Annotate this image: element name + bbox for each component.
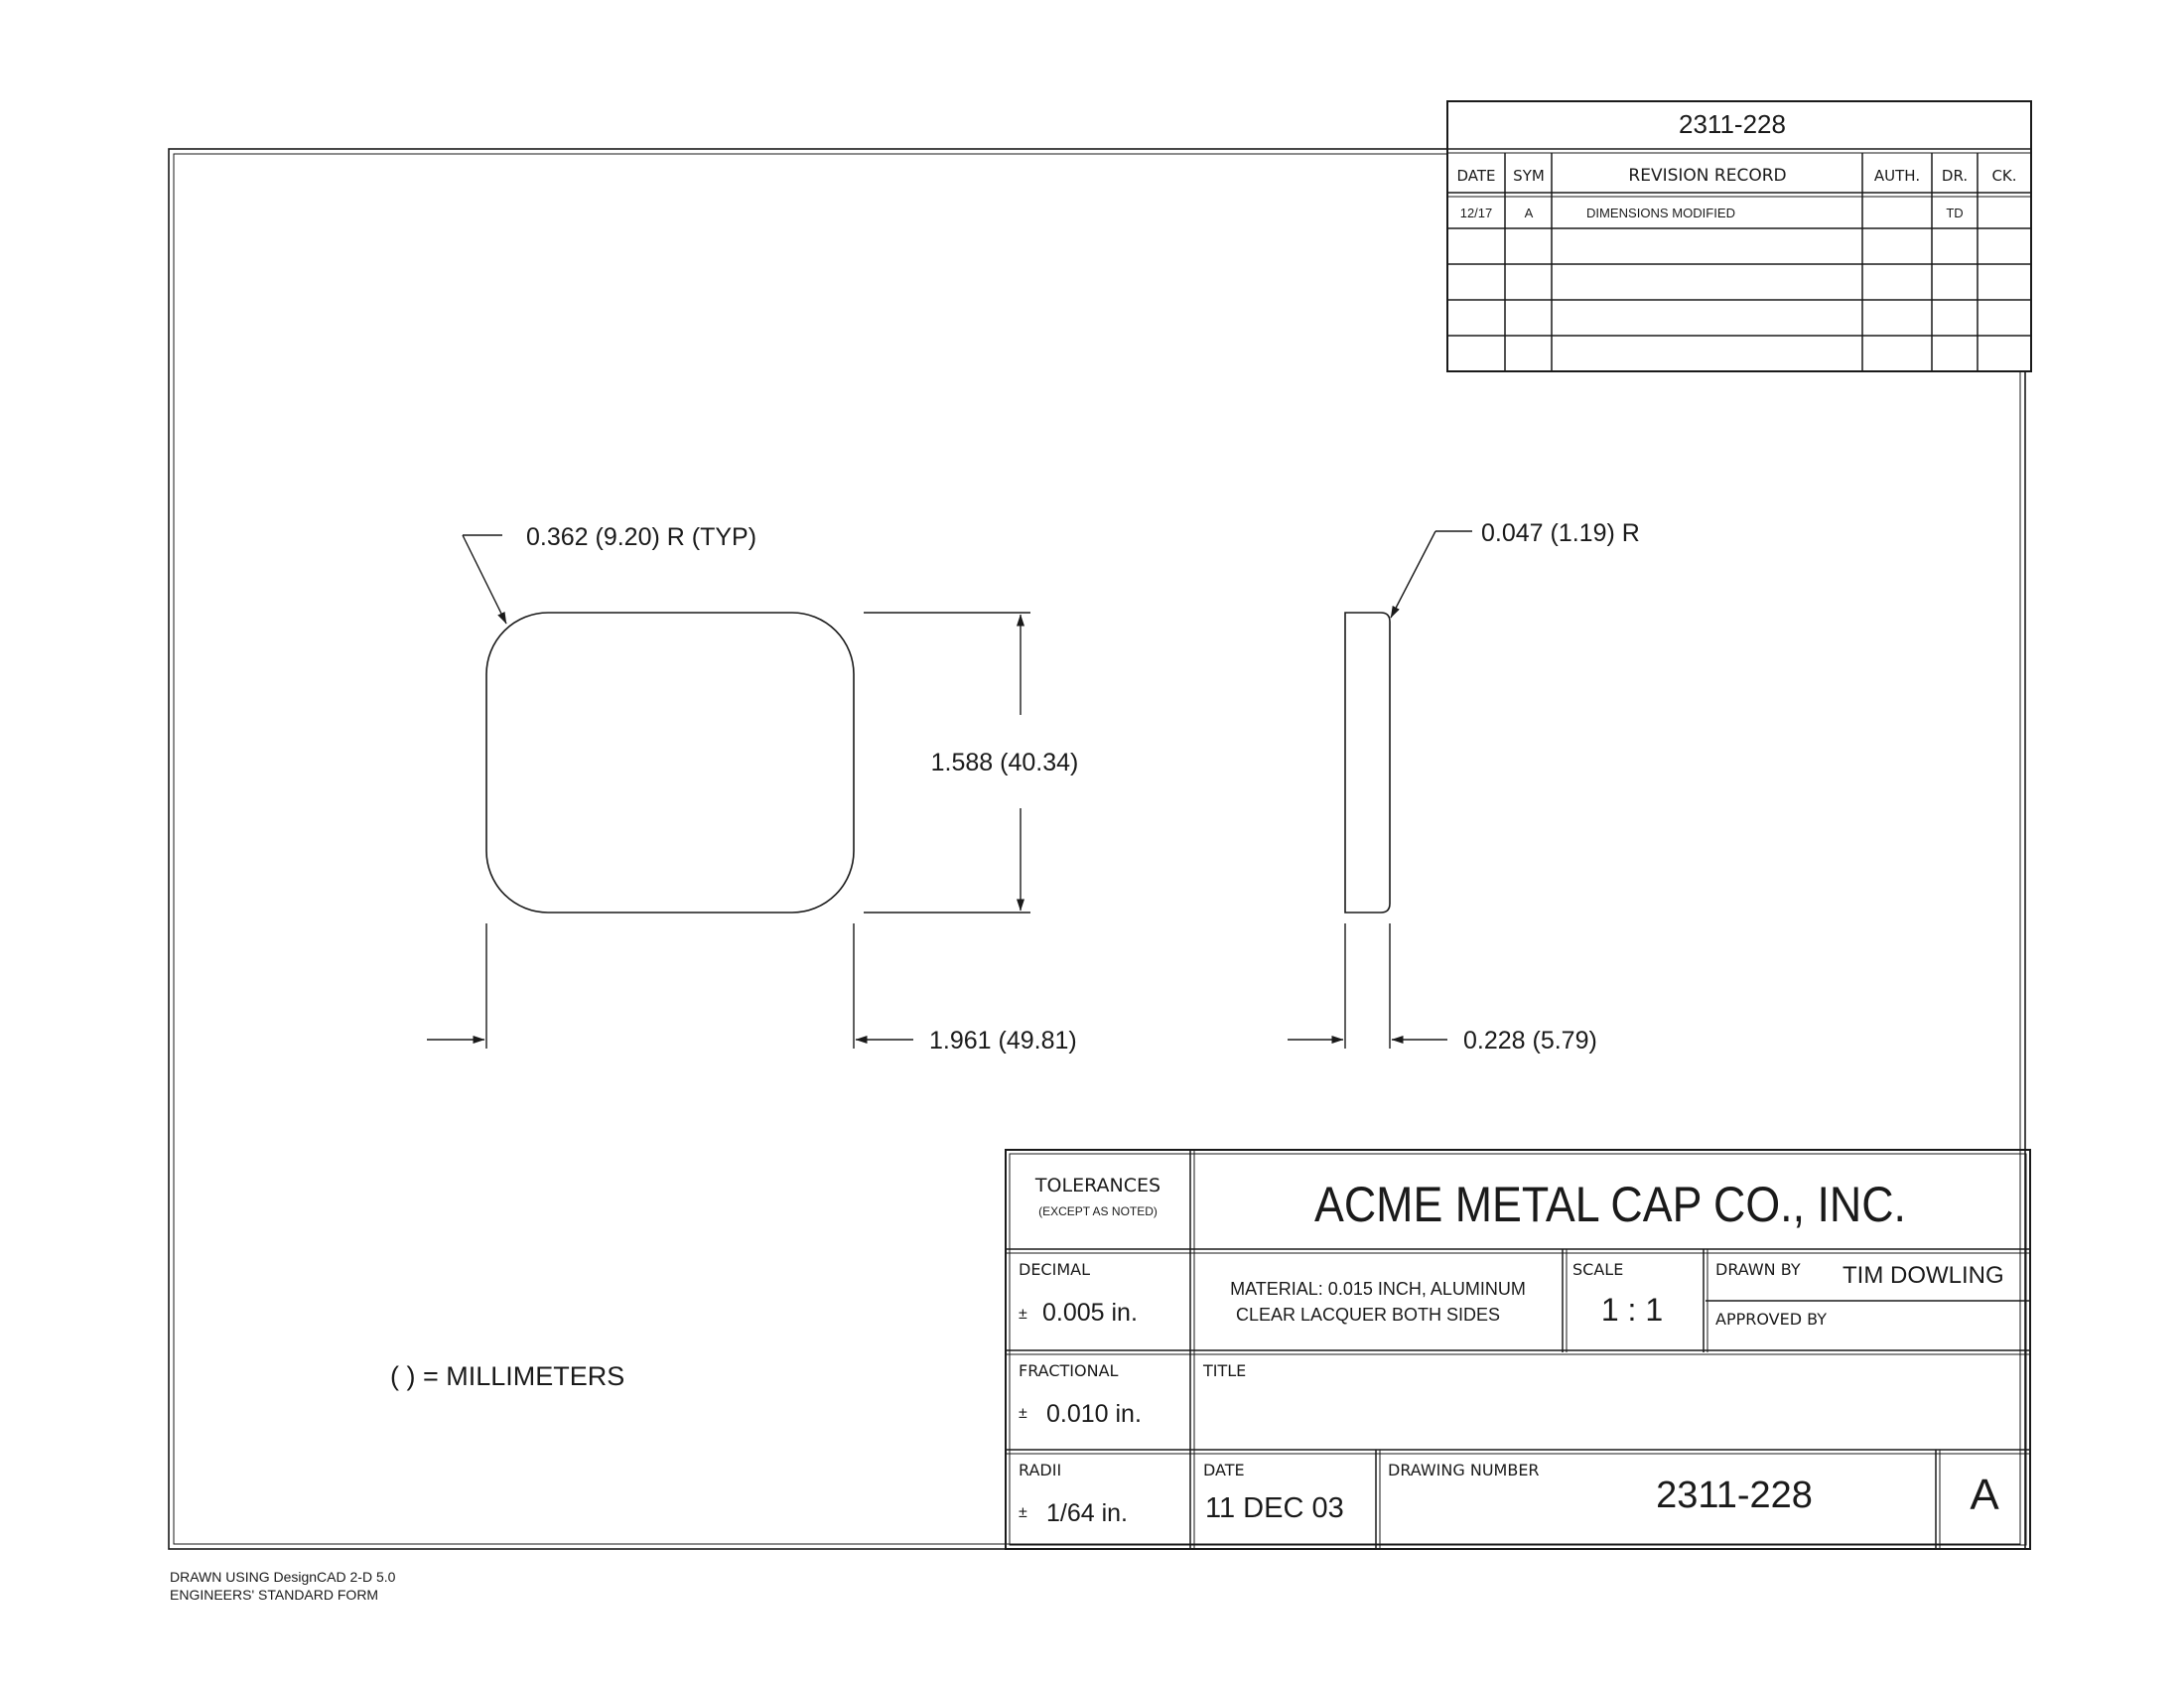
approved-by-label: APPROVED BY: [1715, 1310, 1828, 1329]
side-view: [1288, 519, 1640, 1055]
radii-value: 1/64 in.: [1046, 1499, 1129, 1527]
rev-row-record: DIMENSIONS MODIFIED: [1586, 206, 1735, 220]
rev-header-dr: DR.: [1941, 167, 1969, 185]
date-value: 11 DEC 03: [1205, 1492, 1344, 1524]
rev-row-date: 12/17: [1459, 206, 1493, 220]
fractional-plus-minus: ±: [1019, 1405, 1027, 1422]
scale-label: SCALE: [1572, 1260, 1624, 1279]
drawing-number-value: 2311-228: [1656, 1475, 1813, 1516]
rev-header-auth: AUTH.: [1873, 167, 1921, 185]
title-label: TITLE: [1203, 1361, 1247, 1380]
material-line-1: MATERIAL: 0.015 INCH, ALUMINUM: [1230, 1279, 1526, 1299]
material-line-2: CLEAR LACQUER BOTH SIDES: [1235, 1305, 1501, 1325]
drawn-by-label: DRAWN BY: [1715, 1260, 1801, 1279]
cap-side-outline: [1345, 613, 1390, 913]
side-radius-dimension: 0.047 (1.19) R: [1481, 519, 1640, 547]
fractional-label: FRACTIONAL: [1019, 1361, 1119, 1380]
rev-header-date: DATE: [1456, 167, 1496, 185]
scale-value: 1 : 1: [1600, 1292, 1664, 1328]
front-view: [427, 523, 1078, 1055]
units-note: ( ) = MILLIMETERS: [390, 1361, 625, 1391]
footer-form-note: ENGINEERS' STANDARD FORM: [170, 1587, 379, 1603]
decimal-plus-minus: ±: [1019, 1306, 1027, 1323]
radii-label: RADII: [1019, 1461, 1062, 1479]
rev-row-dr: TD: [1946, 206, 1964, 220]
fractional-value: 0.010 in.: [1046, 1400, 1142, 1428]
footer-software-note: DRAWN USING DesignCAD 2-D 5.0: [170, 1569, 396, 1585]
front-radius-dimension: 0.362 (9.20) R (TYP): [526, 523, 757, 551]
drawing-number-label: DRAWING NUMBER: [1388, 1461, 1540, 1479]
cap-front-outline: [486, 613, 854, 913]
tolerances-label: TOLERANCES: [1034, 1175, 1161, 1196]
radii-plus-minus: ±: [1019, 1504, 1027, 1521]
rev-row-sym: A: [1524, 206, 1534, 220]
revision-drawing-number: 2311-228: [1679, 109, 1786, 139]
rev-header-sym: SYM: [1513, 167, 1545, 185]
title-block: [1006, 1150, 2030, 1549]
decimal-value: 0.005 in.: [1042, 1299, 1138, 1327]
front-width-dimension: 1.961 (49.81): [929, 1027, 1077, 1055]
front-height-dimension: 1.588 (40.34): [930, 749, 1079, 776]
decimal-label: DECIMAL: [1019, 1260, 1090, 1279]
rev-header-ck: CK.: [1991, 167, 2017, 185]
drawn-by-value: TIM DOWLING: [1843, 1262, 2004, 1289]
tolerances-sub-label: (EXCEPT AS NOTED): [1038, 1204, 1158, 1218]
revision-block: [1447, 101, 2031, 371]
rev-header-record: REVISION RECORD: [1628, 166, 1787, 186]
side-thickness-dimension: 0.228 (5.79): [1463, 1027, 1597, 1055]
company-name: ACME METAL CAP CO., INC.: [1314, 1177, 1906, 1232]
revision-letter: A: [1970, 1471, 1999, 1519]
date-label: DATE: [1203, 1461, 1245, 1479]
